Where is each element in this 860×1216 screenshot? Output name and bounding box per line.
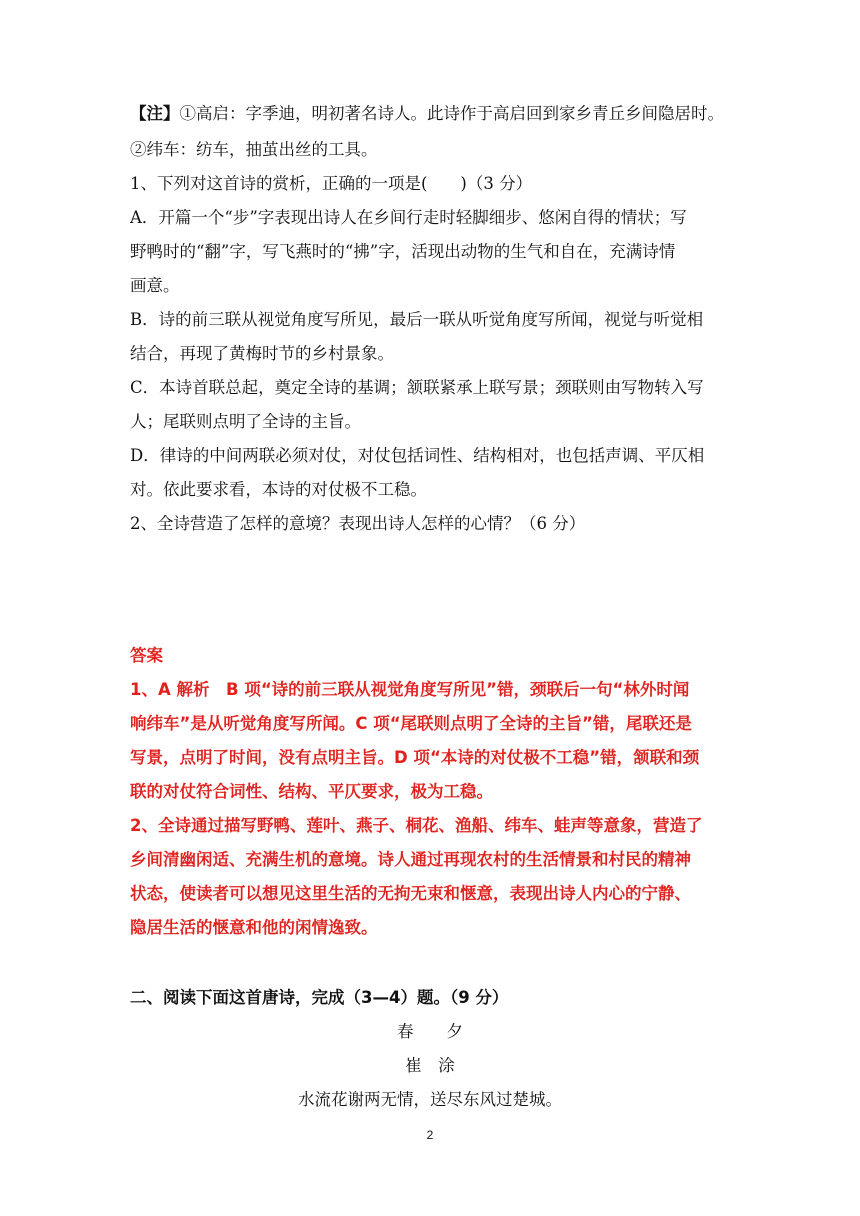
page-number: 2: [426, 1128, 434, 1142]
answer-1-line-2: 响纬车”是从听觉角度写所闻。C 项“尾联则点明了全诗的主旨”错，尾联还是: [130, 714, 692, 733]
answer-2-line-4: 隐居生活的惬意和他的闲情逸致。: [130, 918, 378, 937]
answer-1-line-3: 写景，点明了时间，没有点明主旨。D 项“本诗的对仗极不工稳”错，颔联和颈: [130, 748, 700, 767]
option-b-line-1: B．诗的前三联从视觉角度写所见，最后一联从听觉角度写所闻，视觉与听觉相: [130, 310, 704, 329]
answer-2-line-3: 状态，使读者可以想见这里生活的无拘无束和惬意，表现出诗人内心的宁静、: [130, 884, 691, 903]
answer-1-line-4: 联的对仗符合词性、结构、平仄要求，极为工稳。: [130, 782, 493, 801]
option-b-line-2: 结合，再现了黄梅时节的乡村景象。: [130, 344, 394, 363]
answer-title: 答案: [130, 646, 163, 665]
option-d-line-2: 对。依此要求看，本诗的对仗极不工稳。: [130, 480, 427, 499]
note-1-text: ①高启：字季迪，明初著名诗人。此诗作于高启回到家乡青丘乡间隐居时。: [179, 104, 724, 123]
note-line-2: ②纬车：纺车，抽茧出丝的工具。: [130, 140, 378, 159]
answer-2-line-1: 2、全诗通过描写野鸭、莲叶、燕子、桐花、渔船、纬车、蛙声等意象，营造了: [130, 816, 703, 835]
poem-title: 春 夕: [397, 1022, 463, 1041]
option-a-line-3: 画意。: [130, 276, 180, 295]
poem-author: 崔 涂: [405, 1056, 455, 1075]
note-line-1: [130, 103, 724, 125]
option-c-line-2: 人；尾联则点明了全诗的主旨。: [130, 412, 361, 431]
poem-line-1: 水流花谢两无情，送尽东风过楚城。: [298, 1090, 562, 1109]
question-1-stem: 1、下列对这首诗的赏析，正确的一项是( )（3 分）: [130, 174, 533, 193]
option-a-line-2: 野鸭时的“翻”字，写飞燕时的“拂”字，活现出动物的生气和自在，充满诗情: [130, 242, 676, 261]
answer-1-line-1: 1、A 解析 B 项“诗的前三联从视觉角度写所见”错，颈联后一句“林外时闻: [130, 680, 690, 699]
question-2-stem: 2、全诗营造了怎样的意境？表现出诗人怎样的心情？（6 分）: [130, 514, 586, 533]
section-2-heading: 二、阅读下面这首唐诗，完成（3—4）题。（9 分）: [130, 988, 509, 1007]
note-tag: 【注】: [130, 104, 180, 123]
option-d-line-1: D．律诗的中间两联必须对仗，对仗包括词性、结构相对，也包括声调、平仄相: [130, 446, 705, 465]
option-c-line-1: C．本诗首联总起，奠定全诗的基调；颔联紧承上联写景；颈联则由写物转入写: [130, 378, 704, 397]
option-a-line-1: A．开篇一个“步”字表现出诗人在乡间行走时轻脚细步、悠闲自得的情状；写: [130, 208, 687, 227]
answer-2-line-2: 乡间清幽闲适、充满生机的意境。诗人通过再现农村的生活情景和村民的精神: [130, 850, 691, 869]
